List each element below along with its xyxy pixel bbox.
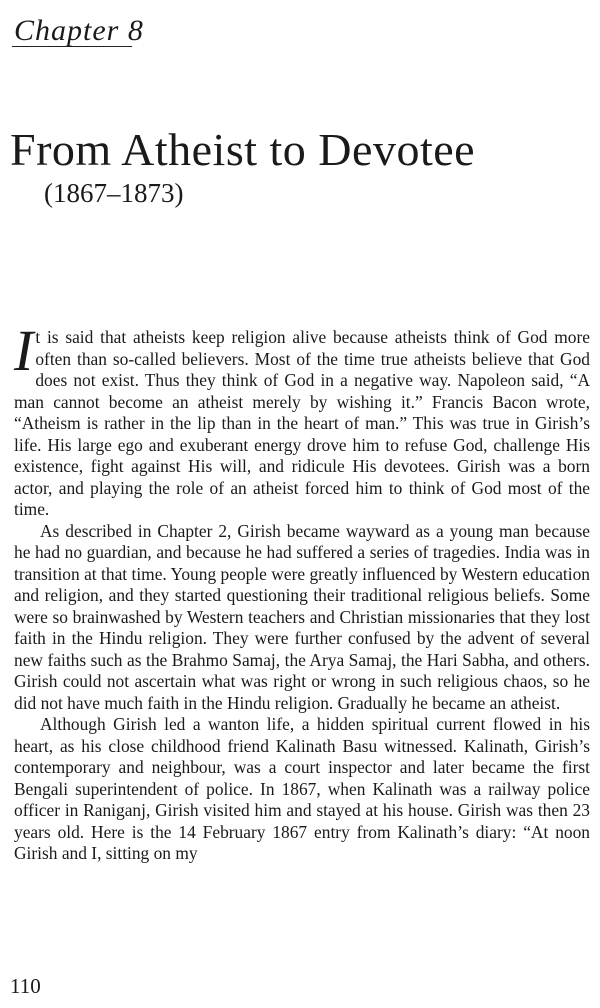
chapter-label-underline bbox=[12, 46, 132, 47]
paragraph-2: As described in Chapter 2, Girish became wayward as a young man because he had no guardian, and because he had suffered a series of tragedies. India was in transition at that time. Young people were greatly influenced by Western education and religion, and they started questioning their traditional religious beliefs. Some were so brainwashed by Western teachers and Christian missionaries that they lost faith in the Hindu religion. They were further confused by the advent of several new faiths such as the Brahmo Samaj, the Arya Samaj, the Hari Sabha, and others. Girish could not ascertain what was right or wrong in such religious chaos, so he did not have much faith in the Hindu religion. Gradually he became an atheist. bbox=[14, 520, 590, 713]
chapter-title: From Atheist to Devotee bbox=[10, 124, 476, 175]
paragraph-1-text: t is said that atheists keep religion alive because atheists think of God more often than so-called believers. Most of the time true atheists believe that God does not exist. Thus they think of God in a negative way. Napoleon said, “A man cannot become an atheist merely by wishing it.” Francis Bacon wrote, “Atheism is rather in the lip than in the heart of man.” This was true in Girish’s life. His large ego and exuberant energy drove him to refuse God, challenge His existence, fight against His will, and ridicule His devotees. Girish was a born actor, and playing the role of an atheist forced him to think of God most of the time. bbox=[14, 327, 590, 519]
body-text bbox=[14, 318, 590, 865]
chapter-dates: (1867–1873) bbox=[44, 178, 184, 208]
chapter-label: Chapter 8 bbox=[14, 14, 144, 47]
paragraph-3: Although Girish led a wanton life, a hidden spiritual current flowed in his heart, as his close childhood friend Kalinath Basu witnessed. Kalinath, Girish’s contemporary and neighbour, was a court inspector and later became the first Bengali superintendent of police. In 1867, when Kalinath was a railway police officer in Raniganj, Girish visited him and stayed at his house. Girish was then 23 years old. Here is the 14 February 1867 entry from Kalinath’s diary: “At noon Girish and I, sitting on my bbox=[14, 714, 590, 863]
paragraph-1 bbox=[14, 318, 590, 521]
page-number: 110 bbox=[10, 974, 41, 998]
drop-cap: I bbox=[14, 318, 34, 383]
